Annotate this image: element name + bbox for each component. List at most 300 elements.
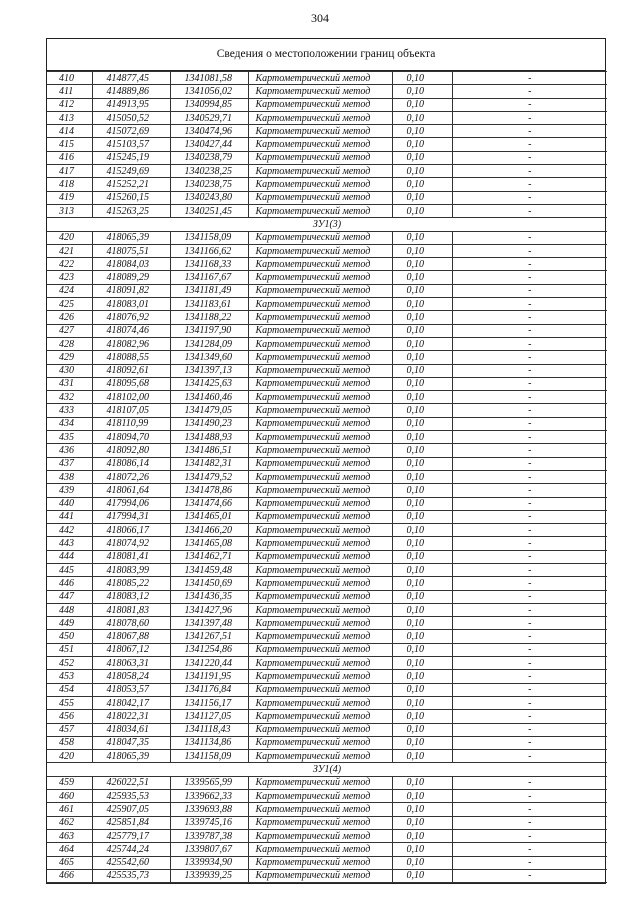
x-coordinate: 418074,92 [92,537,170,550]
accuracy: 0,10 [392,816,452,829]
table-row [47,803,607,816]
method: Картометрический метод [248,643,392,656]
section-header-row [47,763,607,776]
x-coordinate: 418091,82 [92,284,170,297]
table-row [47,298,607,311]
x-coordinate: 415245,19 [92,151,170,164]
method: Картометрический метод [248,271,392,284]
accuracy: 0,10 [392,244,452,257]
table-row [47,869,607,882]
y-coordinate: 1341134,86 [170,736,248,749]
table-row [47,790,607,803]
accuracy: 0,10 [392,444,452,457]
note: - [452,843,607,856]
method: Картометрический метод [248,710,392,723]
note: - [452,72,607,85]
point-number: 424 [47,284,92,297]
y-coordinate: 1340427,44 [170,138,248,151]
method: Картометрический метод [248,537,392,550]
point-number: 455 [47,696,92,709]
table-row [47,284,607,297]
point-number: 450 [47,630,92,643]
y-coordinate: 1341486,51 [170,444,248,457]
table-row [47,444,607,457]
x-coordinate: 418053,57 [92,683,170,696]
y-coordinate: 1341397,13 [170,364,248,377]
accuracy: 0,10 [392,271,452,284]
x-coordinate: 417994,06 [92,497,170,510]
table-row [47,696,607,709]
y-coordinate: 1341397,48 [170,617,248,630]
y-coordinate: 1341425,63 [170,377,248,390]
method: Картометрический метод [248,258,392,271]
accuracy: 0,10 [392,311,452,324]
y-coordinate: 1339693,88 [170,803,248,816]
point-number: 420 [47,750,92,763]
table-row [47,577,607,590]
table-row [47,603,607,616]
note: - [452,324,607,337]
table-row [47,497,607,510]
note: - [452,311,607,324]
accuracy: 0,10 [392,497,452,510]
table-row [47,165,607,178]
y-coordinate: 1341349,60 [170,351,248,364]
x-coordinate: 418074,46 [92,324,170,337]
note: - [452,484,607,497]
x-coordinate: 418110,99 [92,417,170,430]
x-coordinate: 418092,80 [92,444,170,457]
section-label: ЗУ1(4) [47,763,607,776]
point-number: 456 [47,710,92,723]
point-number: 423 [47,271,92,284]
accuracy: 0,10 [392,125,452,138]
table-row [47,510,607,523]
method: Картометрический метод [248,457,392,470]
note: - [452,630,607,643]
accuracy: 0,10 [392,85,452,98]
method: Картометрический метод [248,404,392,417]
accuracy: 0,10 [392,151,452,164]
table-row [47,364,607,377]
note: - [452,524,607,537]
accuracy: 0,10 [392,563,452,576]
table-row [47,204,607,217]
method: Картометрический метод [248,736,392,749]
x-coordinate: 418075,51 [92,244,170,257]
point-number: 437 [47,457,92,470]
note: - [452,271,607,284]
y-coordinate: 1341459,48 [170,563,248,576]
y-coordinate: 1341158,09 [170,750,248,763]
y-coordinate: 1341490,23 [170,417,248,430]
point-number: 433 [47,404,92,417]
y-coordinate: 1341220,44 [170,657,248,670]
coordinates-table [47,71,607,883]
y-coordinate: 1339565,99 [170,776,248,789]
point-number: 415 [47,138,92,151]
y-coordinate: 1341478,86 [170,484,248,497]
x-coordinate: 425542,60 [92,856,170,869]
method: Картометрический метод [248,85,392,98]
y-coordinate: 1339807,67 [170,843,248,856]
accuracy: 0,10 [392,404,452,417]
method: Картометрический метод [248,497,392,510]
point-number: 448 [47,603,92,616]
note: - [452,364,607,377]
x-coordinate: 415072,69 [92,125,170,138]
point-number: 452 [47,657,92,670]
x-coordinate: 415252,21 [92,178,170,191]
method: Картометрический метод [248,98,392,111]
method: Картометрический метод [248,125,392,138]
table-row [47,816,607,829]
point-number: 414 [47,125,92,138]
method: Картометрический метод [248,324,392,337]
note: - [452,377,607,390]
accuracy: 0,10 [392,577,452,590]
table-row [47,537,607,550]
method: Картометрический метод [248,72,392,85]
table-row [47,337,607,350]
accuracy: 0,10 [392,723,452,736]
x-coordinate: 418067,88 [92,630,170,643]
accuracy: 0,10 [392,138,452,151]
x-coordinate: 418061,64 [92,484,170,497]
y-coordinate: 1341462,71 [170,550,248,563]
x-coordinate: 414913,95 [92,98,170,111]
point-number: 431 [47,377,92,390]
accuracy: 0,10 [392,165,452,178]
note: - [452,391,607,404]
y-coordinate: 1340238,75 [170,178,248,191]
table-row [47,776,607,789]
method: Картометрический метод [248,391,392,404]
x-coordinate: 418089,29 [92,271,170,284]
point-number: 421 [47,244,92,257]
note: - [452,790,607,803]
accuracy: 0,10 [392,550,452,563]
method: Картометрический метод [248,470,392,483]
accuracy: 0,10 [392,231,452,244]
point-number: 446 [47,577,92,590]
point-number: 454 [47,683,92,696]
x-coordinate: 418083,01 [92,298,170,311]
x-coordinate: 418088,55 [92,351,170,364]
accuracy: 0,10 [392,524,452,537]
method: Картометрический метод [248,431,392,444]
note: - [452,590,607,603]
method: Картометрический метод [248,191,392,204]
point-number: 463 [47,829,92,842]
method: Картометрический метод [248,869,392,882]
point-number: 464 [47,843,92,856]
y-coordinate: 1341254,86 [170,643,248,656]
method: Картометрический метод [248,444,392,457]
table-row [47,670,607,683]
method: Картометрический метод [248,550,392,563]
method: Картометрический метод [248,284,392,297]
accuracy: 0,10 [392,431,452,444]
y-coordinate: 1340994,85 [170,98,248,111]
table-row [47,271,607,284]
method: Картометрический метод [248,204,392,217]
y-coordinate: 1341479,05 [170,404,248,417]
method: Картометрический метод [248,138,392,151]
point-number: 313 [47,204,92,217]
x-coordinate: 418082,96 [92,337,170,350]
note: - [452,191,607,204]
note: - [452,351,607,364]
table-row [47,683,607,696]
accuracy: 0,10 [392,736,452,749]
x-coordinate: 418095,68 [92,377,170,390]
x-coordinate: 415263,25 [92,204,170,217]
boundary-table [46,38,606,884]
accuracy: 0,10 [392,683,452,696]
note: - [452,869,607,882]
x-coordinate: 418078,60 [92,617,170,630]
note: - [452,617,607,630]
x-coordinate: 418081,41 [92,550,170,563]
point-number: 426 [47,311,92,324]
point-number: 453 [47,670,92,683]
x-coordinate: 418063,31 [92,657,170,670]
x-coordinate: 418058,24 [92,670,170,683]
point-number: 440 [47,497,92,510]
point-number: 445 [47,563,92,576]
x-coordinate: 415050,52 [92,111,170,124]
note: - [452,657,607,670]
y-coordinate: 1341488,93 [170,431,248,444]
point-number: 438 [47,470,92,483]
table-row [47,125,607,138]
y-coordinate: 1341166,62 [170,244,248,257]
y-coordinate: 1341156,17 [170,696,248,709]
note: - [452,284,607,297]
method: Картометрический метод [248,417,392,430]
note: - [452,537,607,550]
method: Картометрический метод [248,603,392,616]
point-number: 449 [47,617,92,630]
method: Картометрический метод [248,657,392,670]
table-row [47,643,607,656]
x-coordinate: 417994,31 [92,510,170,523]
note: - [452,776,607,789]
table-row [47,138,607,151]
note: - [452,670,607,683]
accuracy: 0,10 [392,803,452,816]
table-row [47,111,607,124]
point-number: 444 [47,550,92,563]
accuracy: 0,10 [392,776,452,789]
note: - [452,204,607,217]
x-coordinate: 414889,86 [92,85,170,98]
y-coordinate: 1339745,16 [170,816,248,829]
method: Картометрический метод [248,563,392,576]
table-row [47,404,607,417]
table-row [47,151,607,164]
method: Картометрический метод [248,816,392,829]
x-coordinate: 418081,83 [92,603,170,616]
table-row [47,311,607,324]
table-row [47,178,607,191]
table-row [47,324,607,337]
note: - [452,404,607,417]
method: Картометрический метод [248,590,392,603]
note: - [452,470,607,483]
note: - [452,750,607,763]
note: - [452,111,607,124]
note: - [452,563,607,576]
x-coordinate: 425779,17 [92,829,170,842]
table-row [47,710,607,723]
note: - [452,723,607,736]
x-coordinate: 418076,92 [92,311,170,324]
y-coordinate: 1341191,95 [170,670,248,683]
note: - [452,85,607,98]
point-number: 412 [47,98,92,111]
section-label: ЗУ1(3) [47,218,607,231]
y-coordinate: 1341188,22 [170,311,248,324]
point-number: 442 [47,524,92,537]
accuracy: 0,10 [392,470,452,483]
point-number: 441 [47,510,92,523]
page-number: 304 [311,11,329,25]
note: - [452,431,607,444]
table-row [47,377,607,390]
x-coordinate: 414877,45 [92,72,170,85]
note: - [452,736,607,749]
accuracy: 0,10 [392,617,452,630]
method: Картометрический метод [248,364,392,377]
y-coordinate: 1340474,96 [170,125,248,138]
accuracy: 0,10 [392,537,452,550]
note: - [452,603,607,616]
table-row [47,617,607,630]
x-coordinate: 425907,05 [92,803,170,816]
point-number: 447 [47,590,92,603]
x-coordinate: 418065,39 [92,231,170,244]
y-coordinate: 1341482,31 [170,457,248,470]
method: Картометрический метод [248,750,392,763]
table-row [47,72,607,85]
point-number: 430 [47,364,92,377]
table-row [47,391,607,404]
point-number: 420 [47,231,92,244]
x-coordinate: 418034,61 [92,723,170,736]
method: Картометрический метод [248,829,392,842]
accuracy: 0,10 [392,204,452,217]
method: Картометрический метод [248,351,392,364]
coordinates-table-body [47,72,607,883]
accuracy: 0,10 [392,377,452,390]
table-row [47,524,607,537]
x-coordinate: 415103,57 [92,138,170,151]
y-coordinate: 1341479,52 [170,470,248,483]
y-coordinate: 1341176,84 [170,683,248,696]
note: - [452,856,607,869]
accuracy: 0,10 [392,643,452,656]
y-coordinate: 1340243,80 [170,191,248,204]
accuracy: 0,10 [392,364,452,377]
method: Картометрический метод [248,484,392,497]
accuracy: 0,10 [392,590,452,603]
table-row [47,750,607,763]
point-number: 443 [47,537,92,550]
table-row [47,244,607,257]
x-coordinate: 418083,12 [92,590,170,603]
accuracy: 0,10 [392,657,452,670]
point-number: 417 [47,165,92,178]
accuracy: 0,10 [392,843,452,856]
method: Картометрический метод [248,244,392,257]
note: - [452,696,607,709]
method: Картометрический метод [248,790,392,803]
point-number: 429 [47,351,92,364]
y-coordinate: 1341267,51 [170,630,248,643]
point-number: 457 [47,723,92,736]
note: - [452,151,607,164]
accuracy: 0,10 [392,696,452,709]
y-coordinate: 1341197,90 [170,324,248,337]
point-number: 465 [47,856,92,869]
accuracy: 0,10 [392,284,452,297]
point-number: 418 [47,178,92,191]
y-coordinate: 1341081,58 [170,72,248,85]
table-row [47,736,607,749]
accuracy: 0,10 [392,790,452,803]
table-row [47,470,607,483]
point-number: 411 [47,85,92,98]
x-coordinate: 418092,61 [92,364,170,377]
point-number: 458 [47,736,92,749]
y-coordinate: 1340238,25 [170,165,248,178]
accuracy: 0,10 [392,391,452,404]
y-coordinate: 1341460,46 [170,391,248,404]
y-coordinate: 1341158,09 [170,231,248,244]
note: - [452,125,607,138]
x-coordinate: 418066,17 [92,524,170,537]
accuracy: 0,10 [392,351,452,364]
table-row [47,258,607,271]
x-coordinate: 425744,24 [92,843,170,856]
y-coordinate: 1341427,96 [170,603,248,616]
point-number: 451 [47,643,92,656]
accuracy: 0,10 [392,298,452,311]
method: Картометрический метод [248,311,392,324]
point-number: 461 [47,803,92,816]
table-row [47,856,607,869]
method: Картометрический метод [248,510,392,523]
note: - [452,577,607,590]
note: - [452,497,607,510]
table-row [47,191,607,204]
table-row [47,657,607,670]
point-number: 416 [47,151,92,164]
x-coordinate: 418072,26 [92,470,170,483]
x-coordinate: 418084,03 [92,258,170,271]
method: Картометрический метод [248,231,392,244]
accuracy: 0,10 [392,72,452,85]
y-coordinate: 1339939,25 [170,869,248,882]
method: Картометрический метод [248,670,392,683]
table-row [47,550,607,563]
note: - [452,550,607,563]
note: - [452,98,607,111]
table-row [47,723,607,736]
method: Картометрический метод [248,843,392,856]
